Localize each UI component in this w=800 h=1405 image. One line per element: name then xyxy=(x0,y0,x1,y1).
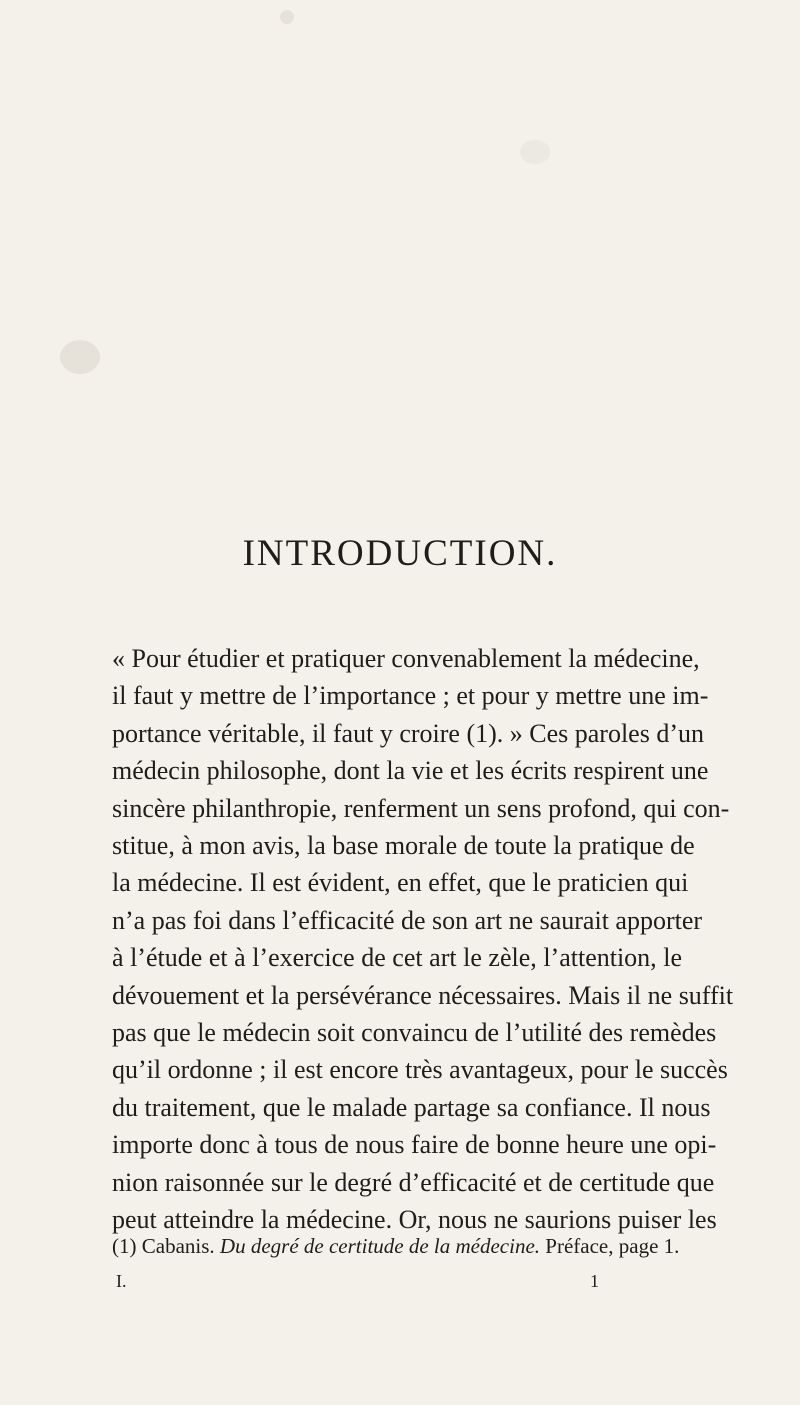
footnote-author: Cabanis. xyxy=(141,1234,215,1258)
text-line: qu’il ordonne ; il est encore très avantageux, pour le succès xyxy=(112,1055,728,1085)
body-paragraph xyxy=(112,640,734,1239)
signature-number: 1 xyxy=(590,1271,599,1291)
text-line: portance véritable, il faut y croire (1). » Ces paroles d’un xyxy=(112,718,704,748)
text-line: du traitement, que le malade partage sa confiance. Il nous xyxy=(112,1092,711,1122)
footnote-tail: Préface, page 1. xyxy=(545,1234,680,1258)
text-line: pas que le médecin soit convaincu de l’utilité des remèdes xyxy=(112,1018,717,1048)
footnote-title: Du degré de certitude de la médecine. xyxy=(219,1234,541,1258)
text-line: médecin philosophe, dont la vie et les écrits respirent une xyxy=(112,756,709,786)
signature-mark: I. xyxy=(116,1271,127,1291)
text-line: sincère philanthropie, renferment un sens profond, qui con- xyxy=(112,793,730,823)
text-line: à l’étude et à l’exercice de cet art le zèle, l’attention, le xyxy=(112,943,682,973)
text-line: importe donc à tous de nous faire de bonne heure une opi- xyxy=(112,1130,717,1160)
text-line: il faut y mettre de l’importance ; et pour y mettre une im- xyxy=(112,681,709,711)
footnote xyxy=(112,1234,712,1259)
paper-stain xyxy=(280,10,294,24)
footnote-marker: (1) xyxy=(112,1234,137,1258)
text-line: dévouement et la persévérance nécessaires. Mais il ne suffit xyxy=(112,980,734,1010)
text-line: stitue, à mon avis, la base morale de toute la pratique de xyxy=(112,831,695,861)
text-line: la médecine. Il est évident, en effet, que le praticien qui xyxy=(112,868,689,898)
text-line: n’a pas foi dans l’efficacité de son art ne saurait apporter xyxy=(112,905,703,935)
text-line: nion raisonnée sur le degré d’efficacité et de certitude que xyxy=(112,1167,715,1197)
text-line: peut atteindre la médecine. Or, nous ne saurions puiser les xyxy=(112,1205,717,1235)
text-line: « Pour étudier et pratiquer convenablement la médecine, xyxy=(112,644,700,673)
paper-stain xyxy=(520,140,550,164)
paper-stain xyxy=(60,340,100,374)
page-title: INTRODUCTION. xyxy=(242,533,558,574)
